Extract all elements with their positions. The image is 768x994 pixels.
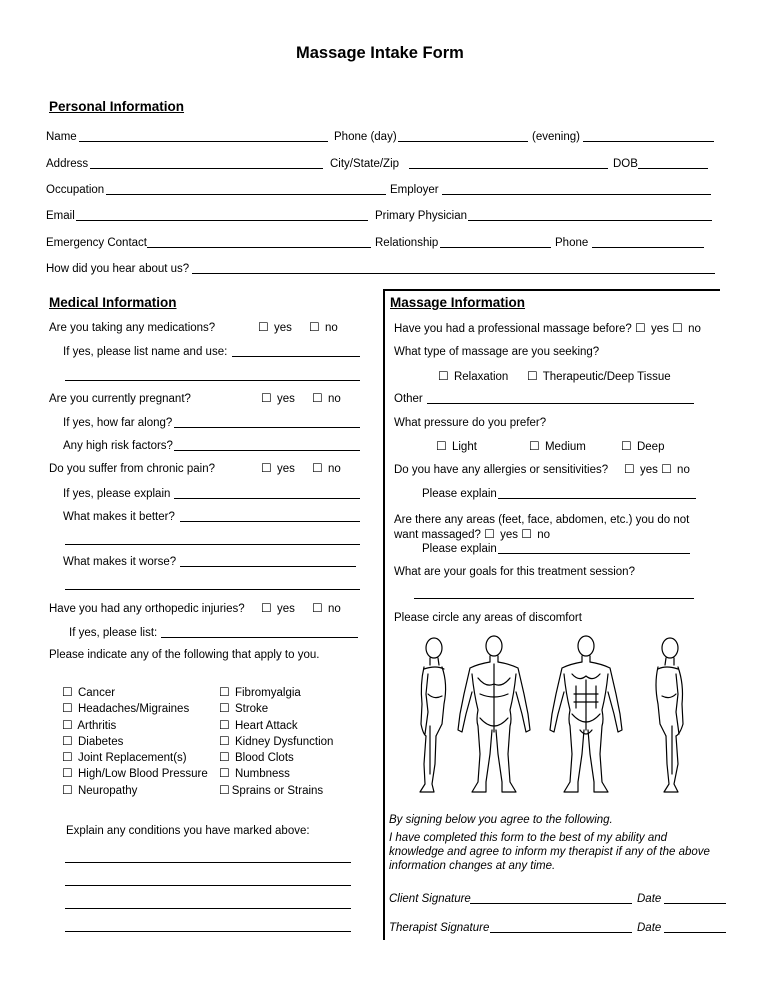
therapist-signature-field[interactable] (490, 932, 632, 933)
explain-label: If yes, please explain (63, 488, 171, 500)
condition-item[interactable]: ☐ Sprains or Strains (219, 782, 324, 797)
name-field[interactable] (79, 141, 328, 142)
ortho-list-field[interactable] (161, 637, 358, 638)
phone-day-label: Phone (day) (334, 131, 397, 143)
goals-question: What are your goals for this treatment session? (394, 566, 635, 578)
risk-label: Any high risk factors? (63, 440, 173, 452)
hear-label: How did you hear about us? (46, 263, 190, 275)
client-signature-label: Client Signature (389, 893, 471, 905)
name-label: Name (46, 131, 77, 143)
ortho-yes[interactable]: ☐ yes (261, 601, 295, 615)
client-date-field[interactable] (664, 903, 726, 904)
checkbox-icon[interactable]: ☐ (261, 461, 272, 475)
chronic-question: Do you suffer from chronic pain? (49, 463, 215, 475)
pressure-medium[interactable]: ☐ Medium (529, 439, 586, 453)
medications-yes[interactable]: ☐ yes (258, 320, 292, 334)
pressure-question: What pressure do you prefer? (394, 417, 547, 429)
email-label: Email (46, 210, 75, 222)
medical-info-heading: Medical Information (49, 295, 177, 310)
checkbox-icon[interactable]: ☐ (219, 717, 230, 732)
checkbox-icon[interactable]: ☐ (219, 766, 230, 781)
goals-field[interactable] (414, 598, 694, 599)
address-field[interactable] (90, 168, 323, 169)
condition-item[interactable]: ☐ Fibromyalgia (219, 685, 301, 699)
address-label: Address (46, 158, 89, 170)
pressure-deep[interactable]: ☐ Deep (621, 439, 665, 453)
hear-field[interactable] (192, 273, 715, 274)
emergency-label: Emergency Contact (46, 237, 147, 249)
allergies-explain-field[interactable] (498, 498, 696, 499)
explain-conditions-label: Explain any conditions you have marked above: (66, 825, 310, 837)
checkbox-icon[interactable]: ☐ (62, 766, 73, 781)
pregnant-question: Are you currently pregnant? (49, 393, 191, 405)
client-signature-field[interactable] (470, 903, 632, 904)
phone-day-field[interactable] (398, 141, 528, 142)
employer-label: Employer (390, 184, 439, 196)
checkbox-icon[interactable]: ☐ (258, 320, 269, 334)
ortho-no[interactable]: ☐ no (312, 601, 341, 615)
checkbox-icon[interactable]: ☐ (312, 601, 323, 615)
better-field[interactable] (180, 521, 360, 522)
how-far-label: If yes, how far along? (63, 417, 173, 429)
emergency-phone-field[interactable] (592, 247, 704, 248)
physician-field[interactable] (468, 220, 712, 221)
occupation-field[interactable] (106, 194, 386, 195)
allergies-explain-label: Please explain (422, 488, 497, 500)
employer-field[interactable] (442, 194, 711, 195)
ortho-question: Have you had any orthopedic injuries? (49, 603, 245, 615)
checkbox-icon[interactable]: ☐ (672, 321, 683, 335)
checkbox-icon[interactable]: ☐ (527, 369, 538, 383)
checkbox-icon[interactable]: ☐ (635, 321, 646, 335)
explain-conditions-line-4[interactable] (65, 931, 351, 932)
worse-field[interactable] (180, 566, 356, 567)
condition-item[interactable]: ☐ Stroke (219, 701, 269, 716)
allergies-yes-no[interactable]: ☐ yes ☐ no (624, 462, 690, 476)
explain-conditions-line-1[interactable] (65, 862, 351, 863)
areas-question-line-1: Are there any areas (feet, face, abdomen, etc.) you do not (394, 514, 690, 526)
other-field[interactable] (427, 403, 694, 404)
conditions-left-list (62, 685, 208, 799)
checkbox-icon[interactable]: ☐ (621, 439, 632, 453)
phone-evening-field[interactable] (583, 141, 714, 142)
checkbox-icon[interactable]: ☐ (62, 782, 73, 797)
section-divider-horizontal (384, 289, 720, 291)
therapist-date-label: Date (637, 922, 662, 934)
massage-info-heading: Massage Information (390, 295, 526, 310)
checkbox-icon[interactable]: ☐ (261, 391, 272, 405)
condition-item[interactable]: ☐ Diabetes (62, 733, 124, 748)
areas-explain-label: Please explain (422, 543, 497, 555)
condition-item[interactable]: ☐ Arthritis (62, 717, 117, 732)
condition-item[interactable]: ☐ Cancer (62, 685, 116, 699)
emergency-phone-label: Phone (555, 237, 589, 249)
allergies-question: Do you have any allergies or sensitivities? (394, 464, 609, 476)
checkbox-icon[interactable]: ☐ (219, 782, 230, 797)
body-figures-illustration[interactable] (408, 634, 708, 799)
med-list-field[interactable] (232, 356, 360, 357)
checkbox-icon[interactable]: ☐ (219, 701, 230, 716)
conditions-right-list (219, 685, 333, 799)
explain-conditions-line-3[interactable] (65, 908, 351, 909)
professional-question: Have you had a professional massage before? ☐ yes ☐ no (394, 321, 701, 335)
checkbox-icon[interactable]: ☐ (312, 391, 323, 405)
page-title: Massage Intake Form (296, 44, 464, 62)
explain-field[interactable] (174, 498, 360, 499)
condition-item[interactable]: ☐ High/Low Blood Pressure (62, 766, 208, 781)
body-side-view-right (656, 638, 683, 792)
checkbox-icon[interactable]: ☐ (62, 733, 73, 748)
relationship-field[interactable] (440, 247, 551, 248)
condition-item[interactable]: ☐ Joint Replacement(s) (62, 750, 187, 765)
condition-item[interactable]: ☐ Neuropathy (62, 782, 138, 797)
checkbox-icon[interactable]: ☐ (529, 439, 540, 453)
therapist-signature-label: Therapist Signature (389, 922, 490, 934)
consent-line-3: information changes at any time. (389, 860, 556, 872)
occupation-label: Occupation (46, 184, 105, 196)
condition-item[interactable]: ☐ Heart Attack (219, 717, 298, 732)
relationship-label: Relationship (375, 237, 439, 249)
explain-conditions-line-2[interactable] (65, 885, 351, 886)
checkbox-icon[interactable]: ☐ (521, 527, 532, 541)
therapist-date-field[interactable] (664, 932, 726, 933)
risk-field[interactable] (174, 450, 360, 451)
checkbox-icon[interactable]: ☐ (624, 462, 635, 476)
consent-line-2: knowledge and agree to inform my therapist if any of the above (389, 846, 710, 858)
email-field[interactable] (76, 220, 368, 221)
how-far-field[interactable] (174, 427, 360, 428)
checkbox-icon[interactable]: ☐ (219, 733, 230, 748)
checkbox-icon[interactable]: ☐ (309, 320, 320, 334)
pregnant-no[interactable]: ☐ no (312, 391, 341, 405)
checkbox-icon[interactable]: ☐ (484, 527, 495, 541)
med-list-label: If yes, please list name and use: (63, 346, 228, 358)
city-field[interactable] (409, 168, 608, 169)
consent-line-1: I have completed this form to the best of my ability and (389, 832, 668, 844)
other-label: Other (394, 393, 423, 405)
worse-field-2[interactable] (65, 589, 360, 590)
condition-item[interactable]: ☐ Blood Clots (219, 750, 294, 765)
checkbox-icon[interactable]: ☐ (62, 685, 73, 699)
pressure-light[interactable]: ☐ Light (436, 439, 477, 453)
checkbox-icon[interactable]: ☐ (62, 750, 73, 765)
phone-evening-label: (evening) (532, 131, 580, 143)
checkbox-icon[interactable]: ☐ (436, 439, 447, 453)
type-question: What type of massage are you seeking? (394, 346, 600, 358)
areas-question-line-2: want massaged? ☐ yes ☐ no (394, 527, 550, 541)
checkbox-icon[interactable]: ☐ (62, 701, 73, 716)
indicate-label: Please indicate any of the following that apply to you. (49, 649, 320, 661)
therapeutic-option[interactable]: ☐ Therapeutic/Deep Tissue (527, 369, 671, 383)
checkbox-icon[interactable]: ☐ (219, 750, 230, 765)
body-back-view (458, 636, 530, 792)
checkbox-icon[interactable]: ☐ (312, 461, 323, 475)
chronic-yes[interactable]: ☐ yes (261, 461, 295, 475)
physician-label: Primary Physician (375, 210, 468, 222)
chronic-no[interactable]: ☐ no (312, 461, 341, 475)
section-divider-vertical (383, 289, 385, 940)
relaxation-option[interactable]: ☐ Relaxation (438, 369, 509, 383)
body-side-view-left (420, 638, 446, 792)
city-label: City/State/Zip (330, 158, 400, 170)
checkbox-icon[interactable]: ☐ (438, 369, 449, 383)
checkbox-icon[interactable]: ☐ (261, 601, 272, 615)
medications-question: Are you taking any medications? (49, 322, 216, 334)
dob-field[interactable] (638, 168, 708, 169)
checkbox-icon[interactable]: ☐ (62, 717, 73, 732)
condition-item[interactable]: ☐ Kidney Dysfunction (219, 733, 334, 748)
areas-explain-field[interactable] (498, 553, 690, 554)
agree-statement: By signing below you agree to the following. (389, 814, 613, 826)
dob-label: DOB (613, 158, 638, 170)
medications-no[interactable]: ☐ no (309, 320, 338, 334)
client-date-label: Date (637, 893, 662, 905)
worse-label: What makes it worse? (63, 556, 177, 568)
condition-item[interactable]: ☐ Numbness (219, 766, 290, 781)
better-field-2[interactable] (65, 544, 360, 545)
condition-item[interactable]: ☐ Headaches/Migraines (62, 701, 190, 716)
checkbox-icon[interactable]: ☐ (661, 462, 672, 476)
ortho-list-label: If yes, please list: (69, 627, 158, 639)
checkbox-icon[interactable]: ☐ (219, 685, 230, 699)
better-label: What makes it better? (63, 511, 175, 523)
circle-label: Please circle any areas of discomfort (394, 612, 582, 624)
med-list-field-2[interactable] (65, 380, 360, 381)
body-front-view (550, 636, 622, 792)
pregnant-yes[interactable]: ☐ yes (261, 391, 295, 405)
personal-info-heading: Personal Information (49, 99, 185, 114)
emergency-field[interactable] (147, 247, 371, 248)
